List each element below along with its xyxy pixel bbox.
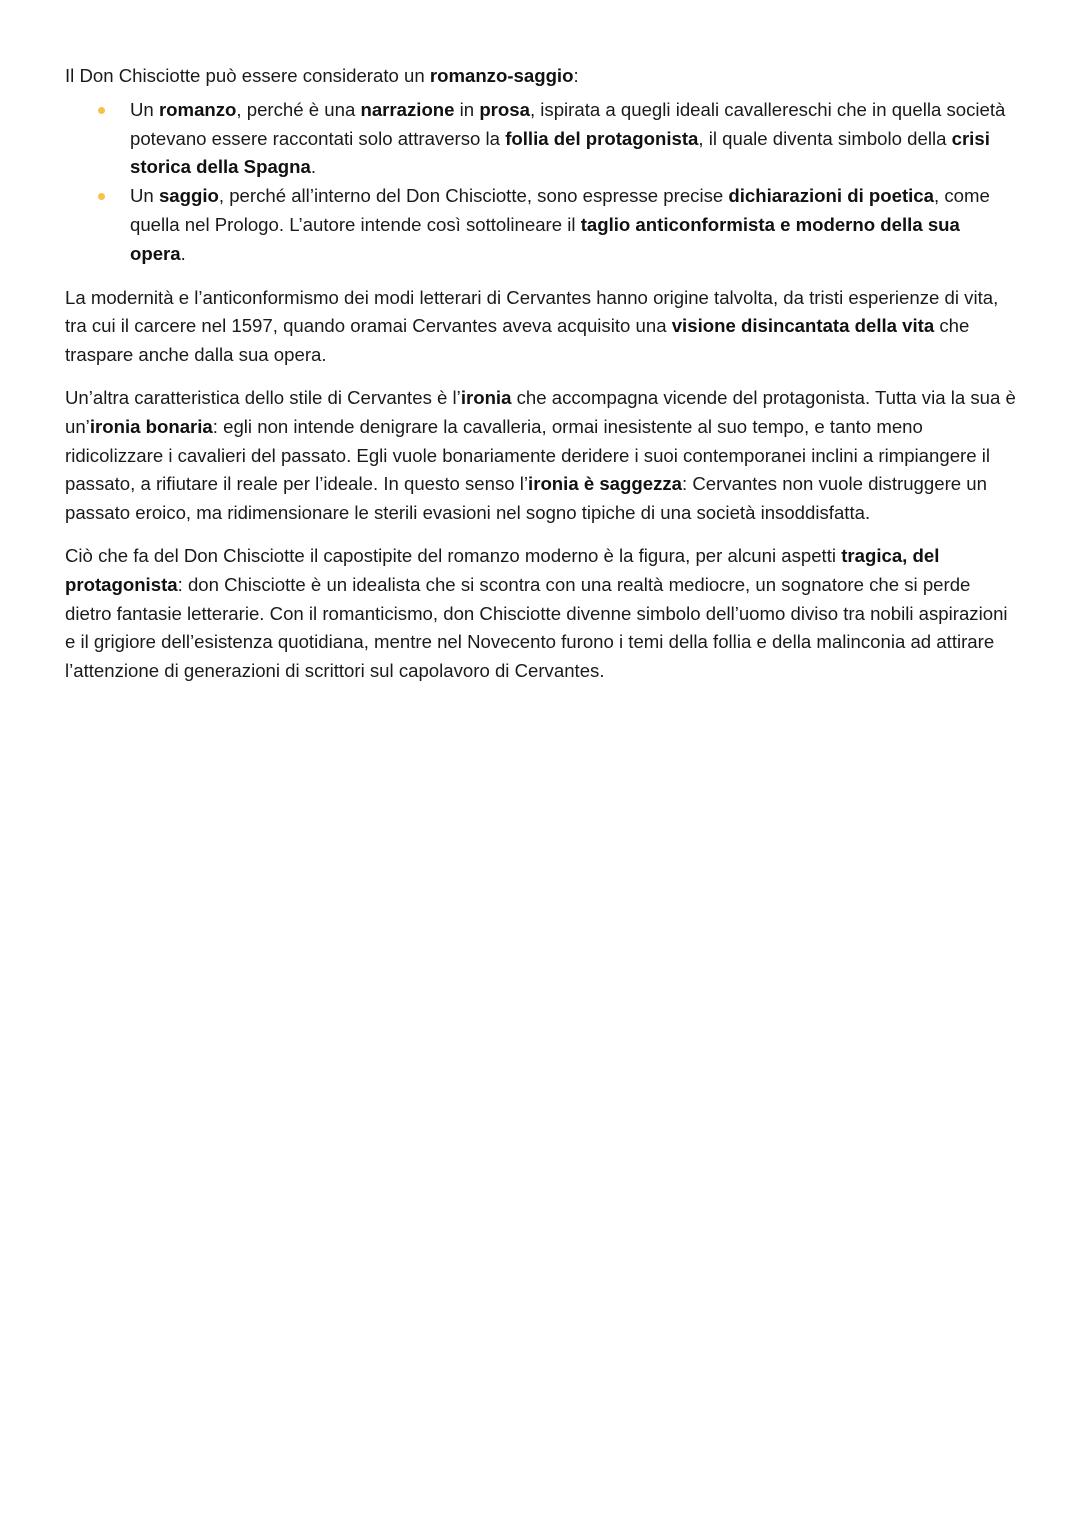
bullet-text: in <box>454 98 480 120</box>
paragraph-text: Ciò che fa del Don Chisciotte il capostipite del romanzo moderno è la figura, per alcuni aspetti <box>65 544 842 566</box>
paragraph-modernita <box>65 284 1020 370</box>
bullet-text: . <box>310 156 317 178</box>
bullet-text: , ispirata a quegli ideali cavallereschi che in quella società potevano essere raccontati solo attraverso la <box>130 98 1006 149</box>
bullet-text: . <box>180 242 186 264</box>
bullet-list <box>65 96 1020 269</box>
bullet-text: , perché all’interno del Don Chisciotte, sono espresse precise <box>218 185 729 207</box>
paragraph-text: : egli non intende denigrare la cavalleria, ormai inesistente al suo tempo, e tanto meno ridicolizzare i cavalieri del passato. Egli vuole bonariamente deridere i suoi contemporanei inclini a rimpiangere il passato, a rifiutare il reale per l’ideale. In questo senso l’ <box>65 415 990 495</box>
document-page <box>65 62 1020 700</box>
paragraph-bold: ironia <box>460 386 512 408</box>
paragraph-text: che traspare anche dalla sua opera. <box>65 315 970 366</box>
bullet-text: , perché è una <box>236 98 361 120</box>
paragraph-bold: visione disincantata della vita <box>671 315 935 337</box>
paragraph-text: Un’altra caratteristica dello stile di Cervantes è l’ <box>65 386 461 408</box>
bullet-bold: taglio anticonformista e moderno della sua opera <box>130 213 960 264</box>
bullet-bold: narrazione <box>360 98 455 120</box>
bullet-text: , il quale diventa simbolo della <box>698 127 952 149</box>
paragraph-bold: ironia bonaria <box>89 415 213 437</box>
intro-text: : <box>573 65 579 86</box>
bullet-bold: romanzo <box>158 98 237 120</box>
paragraph-text: : Cervantes non vuole distruggere un passato eroico, ma ridimensionare le sterili evasioni nel sogno tipiche di una società insoddisfatta. <box>65 473 987 524</box>
paragraph-protagonista <box>65 542 1020 686</box>
bullet-item-saggio <box>130 182 1020 268</box>
bullet-bold: prosa <box>479 98 530 120</box>
bullet-bold: follia del protagonista <box>505 127 699 149</box>
paragraph-ironia <box>65 384 1020 528</box>
bullet-text: Un <box>130 98 159 120</box>
bullet-dot-icon <box>98 193 105 200</box>
paragraph-bold: tragica, del protagonista <box>65 544 940 595</box>
intro-text: Il Don Chisciotte può essere considerato un <box>65 65 430 86</box>
bullet-dot-icon <box>98 107 105 114</box>
paragraph-text: La modernità e l’anticonformismo dei modi letterari di Cervantes hanno origine talvolta, da tristi esperienze di vita, tra cui il carcere nel 1597, quando oramai Cervantes aveva acquisito una <box>65 286 999 337</box>
paragraph-text: : don Chisciotte è un idealista che si scontra con una realtà mediocre, un sognatore che si perde dietro fantasie letterarie. Con il romanticismo, don Chisciotte divenne simbolo dell’uomo diviso tra nobili aspirazioni e il grigiore dell’esistenza quotidiana, mentre nel Novecento furono i temi della follia e della malinconia ad attirare l’attenzione di generazioni di scrittori sul capolavoro di Cervantes. <box>65 573 1008 682</box>
paragraph-bold: ironia è saggezza <box>528 473 683 495</box>
bullet-bold: saggio <box>158 185 219 207</box>
bullet-item-romanzo <box>130 96 1020 182</box>
bullet-text: , come quella nel Prologo. L’autore intende così sottolineare il <box>130 185 990 235</box>
bullet-bold: dichiarazioni di poetica <box>728 185 934 207</box>
bullet-text: Un <box>130 185 159 207</box>
bullet-bold: crisi storica della Spagna <box>130 127 990 178</box>
intro-paragraph <box>65 62 1020 91</box>
intro-bold: romanzo-saggio <box>429 65 574 86</box>
paragraph-text: che accompagna vicende del protagonista. Tutta via la sua è un’ <box>65 386 1016 437</box>
